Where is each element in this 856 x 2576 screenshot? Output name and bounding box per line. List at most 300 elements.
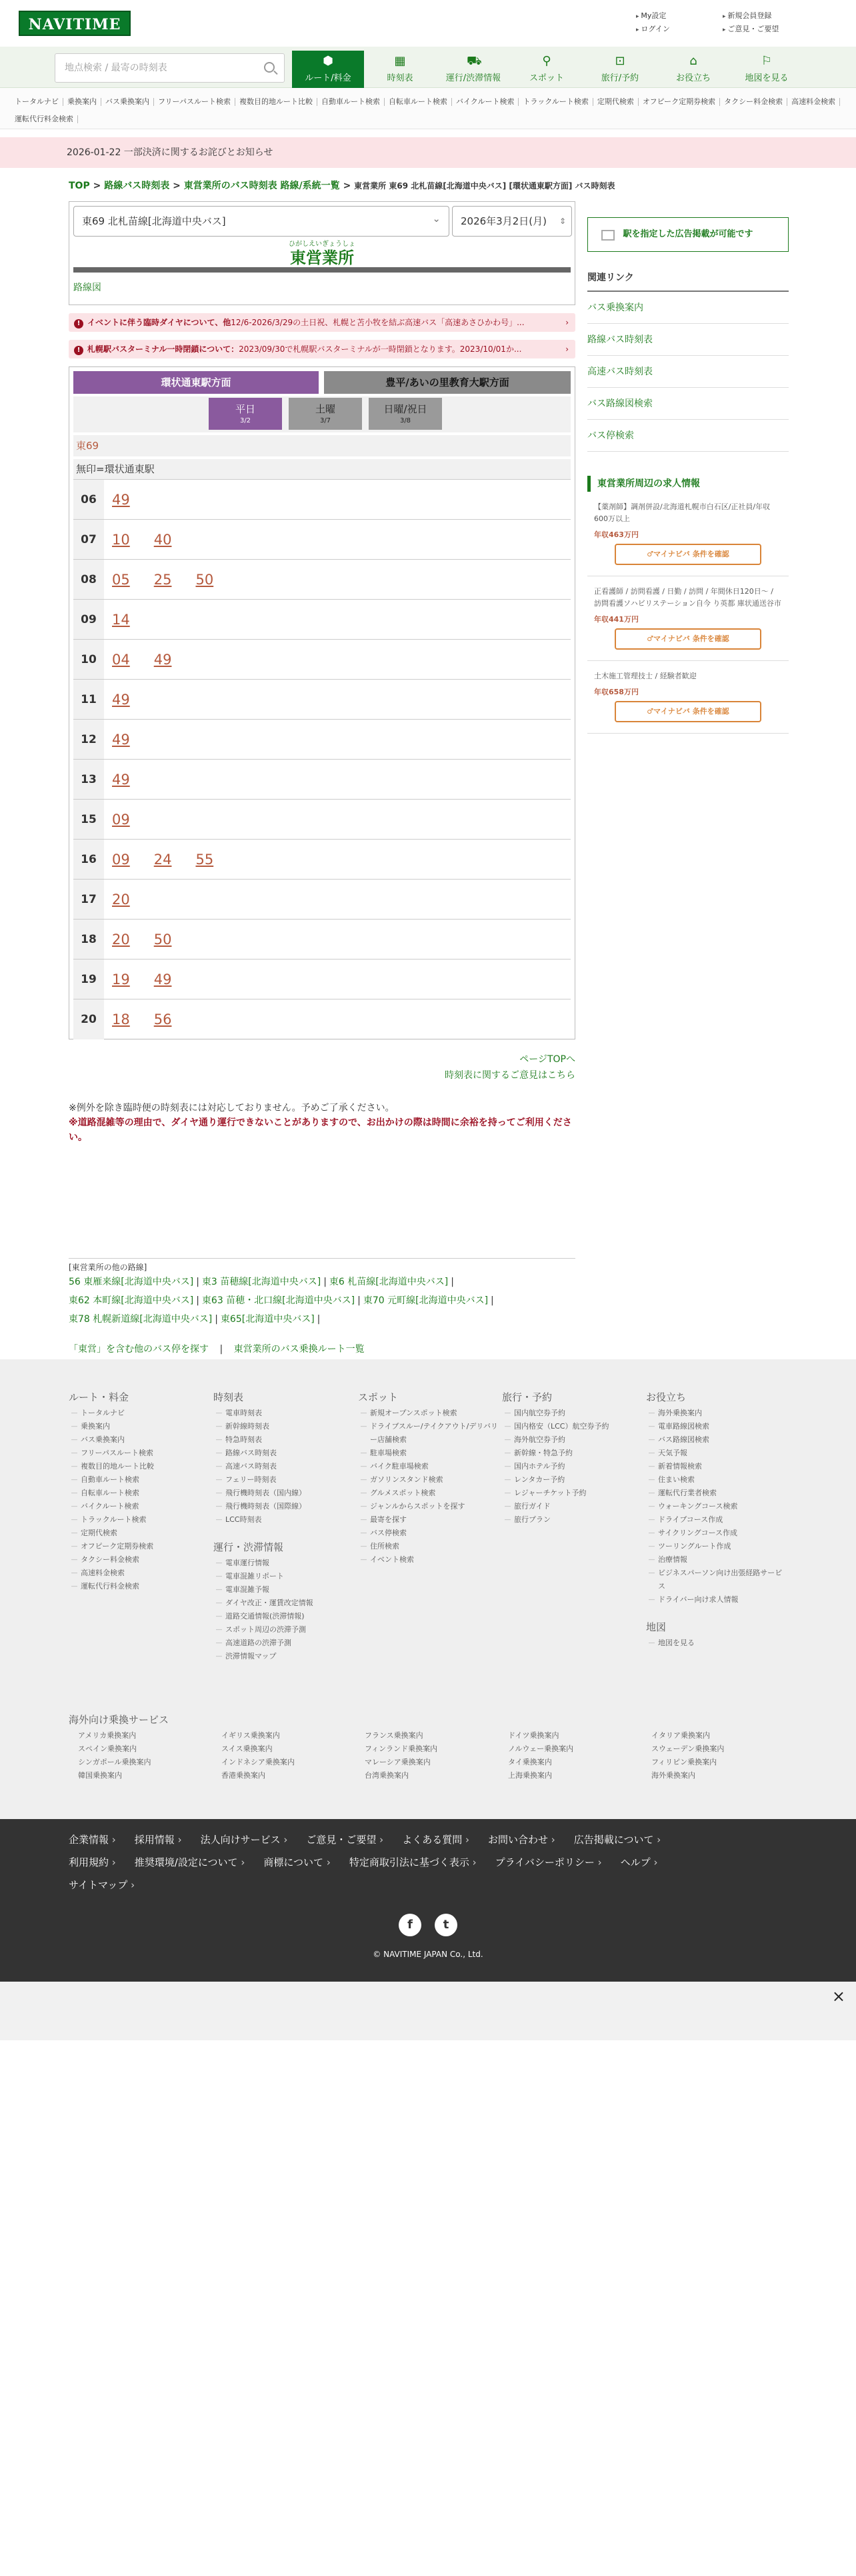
footer-bar-link[interactable]: 特定商取引法に基づく表示 › [349,1856,477,1868]
other-route-link[interactable]: 東3 苗穂線[北海道中央バス] [201,1277,321,1287]
footer-col-title: スポット [358,1391,399,1403]
spot-search-input[interactable] [55,53,285,83]
table-row [73,879,571,919]
footer-link[interactable]: ― 治療情報 [646,1553,786,1567]
table-row [73,519,571,559]
related-link[interactable]: バス停検索 [587,420,789,452]
overseas-title: 海外向け乗換サービス [69,1714,169,1726]
hour-cell: 13 [73,760,104,800]
footer-link[interactable]: ― 旅行ガイド [502,1500,642,1513]
departure-minute[interactable]: 24 [153,852,172,868]
footer-link[interactable]: ― 高速バス時刻表 [213,1460,353,1473]
footer-link[interactable]: ― ドライバー向け求人情報 [646,1593,786,1607]
nav-item-label: ルート/料金 [305,73,351,83]
stop-title [69,241,575,267]
footer-link[interactable]: ― 自動車ルート検索 [69,1473,209,1487]
footer-link[interactable]: ― 運転代行業者検索 [646,1487,786,1500]
footer-link[interactable]: ― 運転代行料金検索 [69,1580,209,1593]
day-label: 平日 [235,403,255,415]
footer-link[interactable]: ― 旅行プラン [502,1513,642,1527]
footer-link[interactable]: ― 渋滞情報マップ [213,1650,353,1663]
departure-minute[interactable]: 20 [112,932,130,948]
footer-link[interactable]: ― フリーパスルート検索 [69,1447,209,1460]
footer-link[interactable]: ― ジャンルからスポットを探す [358,1500,498,1513]
note-temporary: ※例外を除き臨時便の時刻表には対応しておりません。予めご了承ください。 [69,1103,395,1113]
other-routes [69,1258,575,1355]
departure-minute[interactable]: 49 [112,492,130,508]
footer-col [502,1390,642,1527]
my-settings-link[interactable]: ▸ My設定 [636,9,723,23]
alert-terminal[interactable] [69,340,575,358]
footer-link[interactable]: ― 新規オープンスポット検索 [358,1407,498,1420]
footer-bar-link[interactable]: 広告掲載について › [574,1834,661,1846]
nav-item-6[interactable] [731,51,803,88]
route-label: 東69 [73,435,571,456]
minutes-cell [104,999,187,1039]
route-select[interactable]: 東69 北札苗線[北海道中央バス] ⌄ [73,206,449,237]
job-listing[interactable] [587,492,789,576]
footer-link[interactable]: ― 新幹線時刻表 [213,1420,353,1433]
hour-cell: 10 [73,640,104,680]
footer-link[interactable]: ― 駐車場検索 [358,1447,498,1460]
job-check-button[interactable]: ♂マイナビバ 条件を確認 [615,701,761,722]
overseas-link[interactable]: マレーシア乗換案内 [365,1758,431,1766]
footer-col-title: 時刻表 [213,1391,244,1403]
related-link[interactable]: 路線バス時刻表 [587,324,789,356]
footer-link[interactable]: ― バス乗換案内 [69,1433,209,1447]
stop-bar [73,267,571,273]
minutes-cell [104,520,187,560]
hour-cell: 12 [73,720,104,760]
table-row [73,919,571,959]
main-content [69,201,575,1355]
house-icon: ⌂ [689,54,697,68]
subnav-link[interactable]: 高速料金検索 [787,98,840,106]
footer-link[interactable]: ― オフピーク定期券検索 [69,1540,209,1553]
footer-link[interactable]: ― 電車混雑リポート [213,1570,353,1583]
departure-minute[interactable]: 20 [112,892,130,908]
related-link[interactable]: バス乗換案内 [587,292,789,324]
subnav-link[interactable]: 乗換案内 [63,98,101,106]
job-pay: 年収441万円 [594,615,639,624]
other-route-link[interactable]: 56 東雁来線[北海道中央バス] [69,1277,194,1287]
footer-link[interactable]: ― 国内航空券予約 [502,1407,642,1420]
footer-link[interactable]: ― 新幹線・特急予約 [502,1447,642,1460]
footer-bar-link[interactable]: 利用規約 › [69,1856,116,1868]
overseas-link[interactable]: 韓国乗換案内 [78,1771,122,1780]
hour-cell: 07 [73,520,104,560]
bottom-ad-bar [0,1982,856,2040]
nav-item-label: 運行/渋滞情報 [445,73,501,83]
subnav-link[interactable]: バス乗換案内 [101,98,154,106]
subnav-link[interactable]: フリーパスルート検索 [154,98,235,106]
departure-minute[interactable]: 05 [112,572,130,588]
footer-link[interactable]: ― ドライブコース作成 [646,1513,786,1527]
footer-link[interactable]: ― LCC時刻表 [213,1513,353,1527]
job-text: 土木施工管理技士 / 経験者歓迎 [594,672,697,680]
related-link[interactable]: バス路線図検索 [587,388,789,420]
job-text: 正看護師 / 訪問看護 / 日勤 / 訪問 / 年間休日120日〜 / 訪問看護ソハビリステーション自今 り英都 庫状通送谷市 [594,587,781,608]
related-links-title: 関連リンク [587,271,789,292]
alert-title: 札幌駅バスターミナル一時閉鎖について： [87,344,239,354]
transfer-route-list-link[interactable]: 東営業所のバス乗換ルート一覧 [233,1344,365,1355]
footer-link[interactable]: ― サイクリングコース作成 [646,1527,786,1540]
overseas-link[interactable]: ドイツ乗換案内 [508,1731,559,1740]
minutes-cell [104,680,146,720]
nav-item-2[interactable] [437,51,509,88]
minutes-cell [104,480,146,520]
footer-link[interactable]: ― 路線バス時刻表 [213,1447,353,1460]
tab-weekday[interactable] [209,398,282,430]
ad-placement-button[interactable] [587,217,789,252]
ad-button-label: 駅を指定した広告掲載が可能です [623,229,753,239]
minutes-cell [104,920,187,960]
table-row [73,759,571,799]
table-row [73,479,571,519]
nav-item-3[interactable] [511,51,583,88]
departure-minute[interactable]: 10 [112,532,130,548]
overseas-link[interactable]: 香港乗換案内 [221,1771,265,1780]
footer-link[interactable]: ― バイクルート検索 [69,1500,209,1513]
footer-link[interactable]: ― 定期代検索 [69,1527,209,1540]
job-listing[interactable] [587,576,789,661]
alert-title: イベントに伴う臨時ダイヤについて、他 [87,318,231,327]
sidebar [587,217,789,734]
nav-item-0[interactable] [292,51,364,88]
footer-bar-link[interactable]: 企業情報 › [69,1834,116,1846]
copyright: © NAVITIME JAPAN Co., Ltd. [373,1950,483,1959]
table-row [73,999,571,1039]
footer-link[interactable]: ― トラックルート検索 [69,1513,209,1527]
footer-link[interactable]: ― ビジネスパーソン向け出張経路サービス [646,1567,786,1593]
hour-cell: 18 [73,920,104,960]
job-pay: 年収658万円 [594,688,639,696]
footer-col-title: お役立ち [646,1391,687,1403]
job-listing[interactable] [587,661,789,734]
breadcrumb-bus-timetable[interactable]: 路線バス時刻表 [104,181,170,191]
subnav-link[interactable]: 自動車ルート検索 [317,98,385,106]
footer-link[interactable]: ― 海外乗換案内 [646,1407,786,1420]
nav-item-label: お役立ち [675,73,711,83]
footer-link[interactable]: ― 住所検索 [358,1540,498,1553]
route-row [69,1291,575,1310]
other-route-link[interactable]: 東78 札幌新道線[北海道中央バス] [69,1314,213,1325]
tab-holiday[interactable] [369,398,442,430]
link-separator: | [219,1344,223,1355]
minutes-cell [104,840,229,880]
departure-minute[interactable]: 04 [112,652,130,668]
tab-saturday[interactable] [289,398,362,430]
footer-link[interactable]: ― 海外航空券予約 [502,1433,642,1447]
footer-link[interactable]: ― レンタカー予約 [502,1473,642,1487]
footer-link[interactable]: ― ダイヤ改正・運賃改定情報 [213,1597,353,1610]
overseas-link[interactable]: タイ乗換案内 [508,1758,552,1766]
header [0,0,856,47]
departure-minute[interactable]: 49 [112,692,130,708]
footer-link[interactable]: ― 電車運行情報 [213,1557,353,1570]
hour-cell: 08 [73,560,104,600]
footer-link[interactable]: ― 飛行機時刻表（国内線） [213,1487,353,1500]
job-pay: 年収463万円 [594,530,639,539]
departure-minute[interactable]: 18 [112,1011,130,1027]
breadcrumb-top[interactable]: TOP [69,181,90,191]
footer-link[interactable]: ― タクシー料金検索 [69,1553,209,1567]
footer-link[interactable]: ― 電車路線図検索 [646,1420,786,1433]
close-icon[interactable]: × [831,1987,845,2006]
footer-link[interactable]: ― 国内ホテル予約 [502,1460,642,1473]
footer-link[interactable]: ― 電車時刻表 [213,1407,353,1420]
nav-item-label: スポット [529,73,564,83]
departure-minute[interactable]: 09 [112,852,130,868]
footer-link[interactable]: ― ガソリンスタンド検索 [358,1473,498,1487]
register-link[interactable]: ▸ 新規会員登録 [723,9,809,23]
overseas-link[interactable]: ノルウェー乗換案内 [508,1744,574,1753]
related-link[interactable]: 高速バス時刻表 [587,356,789,388]
sub-nav [0,88,856,129]
search-placeholder: 地点検索 / 最寄の時刻表 [65,63,167,73]
link-separator: | [196,1277,199,1287]
footer-bar-link[interactable]: ヘルプ › [621,1856,658,1868]
overseas-link[interactable]: アメリカ乗換案内 [78,1731,137,1740]
footer-col [69,1390,209,1593]
chevron-right-icon: › [565,344,569,354]
feedback-link[interactable]: ▸ ご意見・ご要望 [723,23,809,36]
footer-link[interactable]: ― 複数目的地ルート比較 [69,1460,209,1473]
departure-minute[interactable]: 14 [112,612,130,628]
departure-minute[interactable]: 49 [112,772,130,788]
overseas-link[interactable]: スイス乗換案内 [221,1744,273,1753]
departure-minute[interactable]: 49 [112,732,130,748]
timetable-icon: ▦ [394,54,406,68]
footer-link[interactable]: ― 地図を見る [646,1636,786,1650]
subnav-link[interactable]: トータルナビ [11,98,63,106]
breadcrumb [69,179,615,192]
footer-link[interactable]: ― 高速道路の渋滞予測 [213,1636,353,1650]
footer-link[interactable]: ― 新着情報検索 [646,1460,786,1473]
pin-icon: ⚲ [542,54,551,68]
departure-minute[interactable]: 50 [195,572,214,588]
breadcrumb-separator: > [173,181,181,191]
stop-ruby: ひがしえいぎょうしょ [289,241,355,248]
footer-link[interactable]: ― ツーリングルート作成 [646,1540,786,1553]
notice-banner[interactable] [0,137,856,168]
hour-cell: 06 [73,480,104,520]
overseas-link[interactable]: 台湾乗換案内 [365,1771,409,1780]
departure-minute[interactable]: 09 [112,812,130,828]
minutes-cell [104,960,187,999]
departure-minute[interactable]: 49 [153,971,172,987]
footer-link[interactable]: ― ドライブスルー/テイクアウト/デリバリー店舗検索 [358,1420,498,1447]
overseas-link[interactable]: フィンランド乗換案内 [365,1744,438,1753]
footer-link[interactable]: ― バス停検索 [358,1527,498,1540]
footer-link[interactable]: ― 道路交通情報(渋滞情報) [213,1610,353,1623]
subnav-link[interactable]: 複数目的地ルート比較 [235,98,317,106]
subnav-link[interactable]: 定期代検索 [593,98,639,106]
footer-bar-link[interactable]: プライバシーポリシー › [495,1856,602,1868]
hour-cell: 16 [73,840,104,880]
job-check-button[interactable]: ♂マイナビバ 条件を確認 [615,544,761,565]
footer-link[interactable]: ― バイク駐車場検索 [358,1460,498,1473]
table-row [73,839,571,879]
footer-col-title: 運行・渋滞情報 [213,1541,284,1553]
other-routes-title: [東営業所の他の路線] [69,1263,147,1272]
footer-bar-link[interactable]: お問い合わせ › [488,1834,555,1846]
stop-name: 東営業所 [290,249,354,267]
footer-link[interactable]: ― イベント検索 [358,1553,498,1567]
departure-minute[interactable]: 56 [153,1011,172,1027]
alert-icon: ! [74,319,83,328]
breadcrumb-separator: > [343,181,351,191]
table-row [73,639,571,679]
breadcrumb-separator: > [93,181,101,191]
footer-link[interactable]: ― 最寄を探す [358,1513,498,1527]
legend: 無印=環状通東駅 [73,459,571,479]
minutes-cell [104,760,146,800]
minutes-cell [104,560,229,600]
overseas-link[interactable]: スペイン乗換案内 [78,1744,137,1753]
overseas-link[interactable]: フランス乗換案内 [365,1731,423,1740]
minutes-cell [104,800,146,840]
subnav-link[interactable]: オフピーク定期券検索 [639,98,720,106]
footer-link[interactable]: ― フェリー時刻表 [213,1473,353,1487]
footer-bar-link[interactable]: よくある質問 › [402,1834,469,1846]
alert-event[interactable] [69,313,575,332]
footer-link[interactable]: ― レジャーチケット予約 [502,1487,642,1500]
other-route-link[interactable]: 東70 元町線[北海道中央バス] [363,1295,489,1306]
footer-link[interactable]: ― 飛行機時刻表（国際線） [213,1500,353,1513]
tab-direction-kanjo[interactable]: 環状通東駅方面 [73,371,319,394]
table-row [73,719,571,759]
subnav-link[interactable]: 自転車ルート検索 [385,98,452,106]
date-select[interactable]: 2026年3月2日(月) ⇕ [452,206,572,237]
footer-col-title: 旅行・予約 [502,1391,553,1403]
tab-direction-toyohira[interactable]: 豊平/あいの里教育大駅方面 [324,371,571,394]
footer-link[interactable]: ― 天気予報 [646,1447,786,1460]
departure-minute[interactable]: 25 [153,572,172,588]
hour-cell: 11 [73,680,104,720]
overseas-link[interactable]: スウェーデン乗換案内 [651,1744,725,1753]
departure-minute[interactable]: 55 [195,852,214,868]
footer-bar-link[interactable]: ご意見・ご要望 › [306,1834,383,1846]
breadcrumb-route-list[interactable]: 東営業所のバス時刻表 路線/系統一覧 [183,181,340,191]
footer-link[interactable]: ― 電車混雑予報 [213,1583,353,1597]
nav-item-label: 旅行/予約 [601,73,639,83]
search-icon[interactable] [264,62,275,73]
footer-col [213,1390,353,1663]
overseas-link[interactable]: イギリス乗換案内 [221,1731,280,1740]
hour-cell: 15 [73,800,104,840]
overseas-link[interactable]: 上海乗換案内 [508,1771,552,1780]
search-other-stops-link[interactable]: 「東営」を含む他のバス停を探す [69,1344,209,1355]
link-separator: | [491,1295,494,1306]
footer-bar [0,1819,856,1982]
page-top-link[interactable]: ページTOPへ [519,1054,575,1065]
link-separator: | [215,1314,218,1325]
footer-col-title: 地図 [646,1621,667,1633]
footer-link[interactable]: ― スポット周辺の渋滞予測 [213,1623,353,1636]
footer-link[interactable]: ― 特急時刻表 [213,1433,353,1447]
table-row [73,559,571,599]
navitime-logo[interactable]: NAVITIME [19,11,131,36]
login-link[interactable]: ▸ ログイン [636,23,723,36]
route-map-link[interactable]: 路線図 [73,283,101,293]
breadcrumb-current: 東営業所 東69 北札苗線[北海道中央バス] [環状通東駅方面] バス時刻表 [354,181,615,191]
minutes-cell [104,600,146,640]
footer-link[interactable]: ― 高速料金検索 [69,1567,209,1580]
footer-bar-link[interactable]: サイトマップ › [69,1879,135,1891]
footer-bar-link[interactable]: 商標について › [263,1856,330,1868]
footer-link[interactable]: ― 国内格安（LCC）航空券予約 [502,1420,642,1433]
footer-link[interactable]: ― 乗換案内 [69,1420,209,1433]
footer-sitemap [0,1359,856,1819]
twitter-icon[interactable]: t [435,1914,457,1936]
other-route-link[interactable]: 東65[北海道中央バス] [220,1314,315,1325]
minutes-cell [104,640,187,680]
link-separator: | [357,1295,361,1306]
job-section-title: 東営業所周辺の求人情報 [587,476,789,492]
table-row [73,799,571,839]
overseas-link[interactable]: インドネシア乗換案内 [221,1758,295,1766]
departure-minute[interactable]: 40 [153,532,172,548]
footer-link[interactable]: ― ウォーキングコース検索 [646,1500,786,1513]
main-nav [0,47,856,88]
nav-item-label: 地図を見る [745,73,789,83]
footer-bar-link[interactable]: 推奨環境/設定について › [135,1856,245,1868]
other-route-link[interactable]: 東6 札苗線[北海道中央バス] [329,1277,449,1287]
other-route-link[interactable]: 東62 本町線[北海道中央バス] [69,1295,194,1306]
traffic-icon: ⛟ [467,54,482,68]
departure-minute[interactable]: 19 [112,971,130,987]
job-check-button[interactable]: ♂マイナビバ 条件を確認 [615,628,761,650]
footer-link[interactable]: ― 自転車ルート検索 [69,1487,209,1500]
overseas-services [69,1712,802,1782]
overseas-link[interactable]: シンガポール乗換案内 [78,1758,151,1766]
timetable [69,366,575,1039]
footer-link[interactable]: ― 住まい検索 [646,1473,786,1487]
footer-col [358,1390,498,1567]
footer-bar-link[interactable]: 採用情報 › [135,1834,182,1846]
nav-item-label: 時刻表 [387,73,413,83]
subnav-link[interactable]: バイクルート検索 [452,98,519,106]
minutes-cell [104,720,146,760]
route-icon: ⬢ [323,54,333,68]
note-delay: ※道路混雑等の理由で、ダイヤ通り運行できないことがありますので、お出かけの際は時間に余裕を持ってご利用ください。 [69,1117,572,1143]
facebook-icon[interactable]: f [399,1914,421,1936]
route-row [69,1273,575,1291]
departure-minute[interactable]: 49 [153,652,172,668]
notice-text[interactable]: 2026-01-22 一部決済に関するお詫びとお知らせ [67,147,273,158]
nav-item-5[interactable] [657,51,729,88]
footer-link[interactable]: ― グルメスポット検索 [358,1487,498,1500]
footer-link[interactable]: ― バス路線図検索 [646,1433,786,1447]
chevron-right-icon: › [565,318,569,327]
timetable-feedback-link[interactable]: 時刻表に関するご意見はこちら [445,1070,575,1081]
subnav-link[interactable]: 運転代行料金検索 [11,115,78,123]
nav-item-1[interactable] [364,51,436,88]
nav-item-4[interactable] [584,51,656,88]
overseas-link[interactable]: イタリア乗換案内 [651,1731,710,1740]
departure-minute[interactable]: 50 [153,932,172,948]
footer-link[interactable]: ― トータルナビ [69,1407,209,1420]
overseas-link[interactable]: フィリピン乗換案内 [651,1758,717,1766]
table-row [73,959,571,999]
subnav-link[interactable]: トラックルート検索 [519,98,593,106]
overseas-link[interactable]: 海外乗換案内 [651,1771,695,1780]
subnav-link[interactable]: タクシー料金検索 [720,98,787,106]
alert-text: 2023/09/30で札幌駅バスターミナルが一時閉鎖となります。2023/10/01か... [239,344,522,354]
footer-bar-link[interactable]: 法人向けサービス › [201,1834,288,1846]
other-route-link[interactable]: 東63 苗穂・北口線[北海道中央バス] [201,1295,355,1306]
